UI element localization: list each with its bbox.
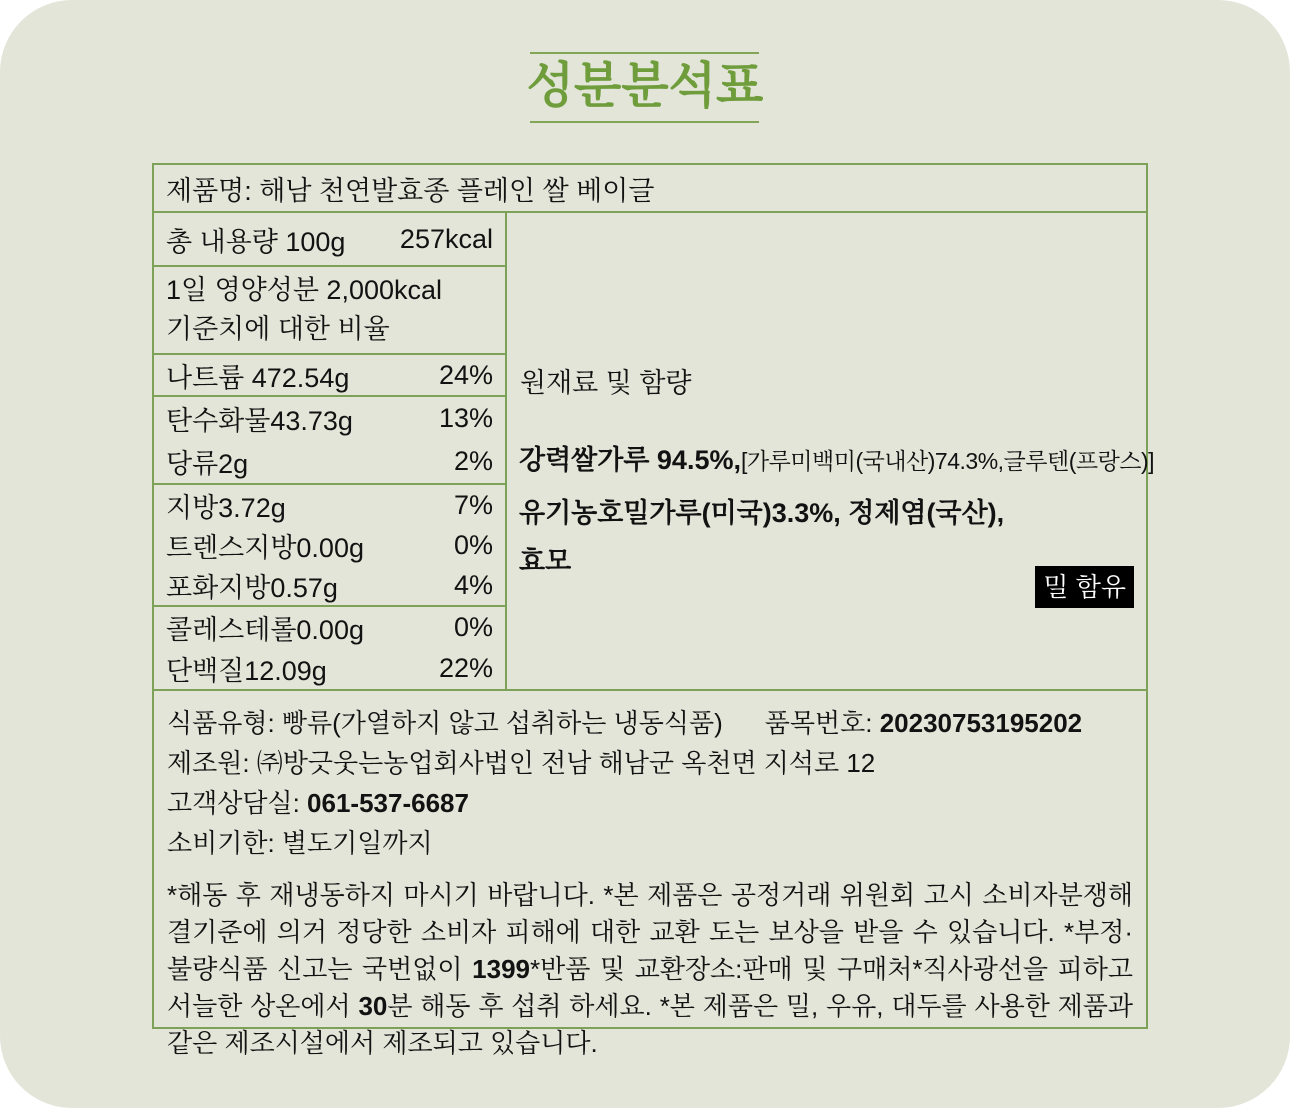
- nutrient-pct: 22%: [438, 653, 493, 683]
- nutrient-name: 당류2g: [166, 449, 249, 479]
- ingredients-section-title: 원재료 및 함량: [520, 368, 692, 398]
- nutrient-name: 포화지방0.57g: [166, 572, 338, 603]
- nutrient-pct: 2%: [453, 446, 493, 476]
- nutrient-row: [166, 397, 493, 440]
- page-title: 성분분석표: [526, 59, 764, 113]
- ingredients-line-3: 효모: [519, 546, 572, 576]
- notice-paragraph: [167, 877, 1133, 1062]
- daily-note-line2: 기준치에 대한 비율: [166, 314, 390, 344]
- info-section: [154, 691, 1146, 1062]
- notice-part1: *해동 후 재냉동하지 마시기 바랍니다. *본 제품은 공정거래 위원회 고시 소비자분쟁해결기준에 의거 정당한 소비자 피해에 대한 교환 도는 보상을 받을 수 있습니다. *부정·불량식품 신고는 국번없이: [167, 880, 1133, 984]
- nutrient-row: [166, 607, 493, 648]
- info-line-customer-service: [167, 783, 1133, 823]
- nutrient-group-fat: [154, 485, 505, 607]
- product-name-text: 제품명: 해남 천연발효종 플레인 쌀 베이글: [166, 175, 655, 206]
- nutrient-group-carbs: [154, 397, 505, 485]
- nutrient-pct: 24%: [438, 359, 493, 390]
- daily-note-line1: 1일 영양성분 2,000kcal: [166, 275, 443, 305]
- title-rule-bottom: [530, 121, 759, 123]
- nutrient-row: [166, 648, 493, 689]
- nutrient-group-sodium: [154, 355, 505, 397]
- ingredients-column: [507, 213, 1155, 689]
- nutrient-pct: 4%: [453, 569, 493, 600]
- info-line-manufacturer: 제조원: ㈜방긋웃는농업회사법인 전남 해남군 옥천면 지석로 12: [167, 748, 876, 778]
- nutrient-name: 콜레스테롤0.00g: [166, 615, 364, 645]
- title-rule-top: [530, 52, 759, 54]
- table-body: [154, 213, 1155, 691]
- info-line-food-type: [167, 703, 1133, 743]
- nutrient-row: [166, 485, 493, 525]
- daily-value-note-cell: [154, 267, 505, 355]
- allergen-badge: 밀 함유: [1035, 566, 1134, 608]
- nutrient-name: 나트륨 472.54g: [166, 362, 350, 393]
- info-line-expiry: 소비기한: 별도기일까지: [167, 828, 433, 858]
- nutrient-row: [166, 525, 493, 565]
- notice-part3: 분 해동 후 섭취 하세요. *본 제품은 밀, 우유, 대두를 사용한 제품과 같은 제조시설에서 제조되고 있습니다.: [167, 991, 1133, 1058]
- food-type-text: 식품유형: 빵류(가열하지 않고 섭취하는 냉동식품): [167, 708, 723, 738]
- notice-number-1399: 1399: [472, 954, 530, 984]
- ingredient-main: 강력쌀가루 94.5%,: [519, 445, 741, 475]
- spec-table: [152, 163, 1155, 1058]
- serving-label: 총 내용량 100g: [166, 226, 346, 257]
- customer-service-phone: 061-537-6687: [307, 788, 469, 818]
- nutrient-pct: 13%: [438, 403, 493, 433]
- notice-number-30: 30: [358, 991, 388, 1021]
- item-number-label: 품목번호:: [764, 708, 873, 738]
- nutrient-row: [166, 355, 493, 395]
- nutrient-group-protein: [154, 607, 505, 689]
- nutrient-name: 지방3.72g: [166, 492, 286, 523]
- nutrition-column: [154, 213, 507, 689]
- serving-cell: [154, 213, 505, 267]
- nutrient-name: 단백질12.09g: [166, 656, 327, 686]
- serving-kcal: 257kcal: [399, 223, 493, 254]
- customer-service-label: 고객상담실:: [167, 788, 300, 818]
- item-number-value: 20230753195202: [879, 708, 1083, 738]
- nutrient-pct: 7%: [453, 489, 493, 520]
- nutrient-row: [166, 565, 493, 605]
- nutrient-name: 트렌스지방0.00g: [166, 532, 364, 563]
- nutrient-name: 탄수화물43.73g: [166, 406, 353, 436]
- ingredients-line-1: [519, 438, 1155, 477]
- ingredient-detail: [가루미백미(국내산)74.3%,글루텐(프랑스)]: [740, 448, 1155, 474]
- notice-part2: *반품 및 교환장소:판매 및 구매처*직사광선을 피하고 서늘한 상온에서: [167, 954, 1134, 1021]
- nutrient-pct: 0%: [453, 529, 493, 560]
- ingredients-line-2: 유기농호밀가루(미국)3.3%, 정제염(국산),: [519, 498, 1005, 528]
- nutrient-pct: 0%: [453, 612, 493, 642]
- product-name-row: [154, 165, 1146, 213]
- nutrient-row: [166, 440, 493, 483]
